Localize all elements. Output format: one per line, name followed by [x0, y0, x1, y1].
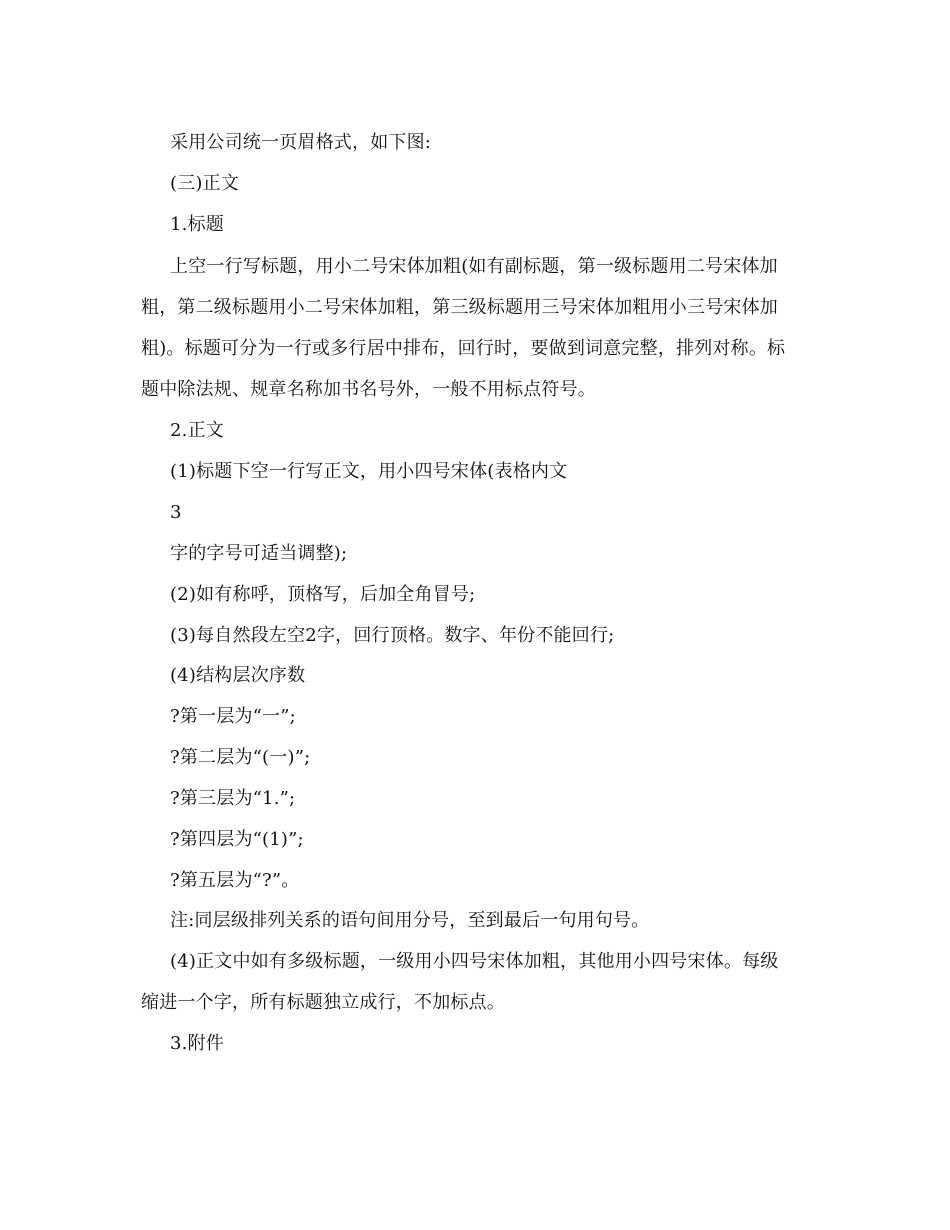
list-item: (2)如有称呼，顶格写，后加全角冒号;: [170, 584, 476, 605]
level-item: ?第四层为“(1)”;: [170, 829, 304, 850]
list-item-continuation: 字的字号可适当调整);: [170, 543, 348, 564]
paragraph-line: 上空一行写标题，用小二号宋体加粗(如有副标题，第一级标题用二号宋体加: [170, 256, 778, 277]
level-item: ?第五层为“?”。: [170, 870, 300, 891]
list-item: (4)结构层次序数: [170, 665, 306, 686]
list-item-continuation: 缩进一个字，所有标题独立成行，不加标点。: [141, 992, 505, 1013]
level-item: ?第一层为“一”;: [170, 706, 296, 727]
note-line: 注:同层级排列关系的语句间用分号，至到最后一句用句号。: [170, 910, 650, 931]
text-line-header-format: 采用公司统一页眉格式，如下图:: [170, 132, 432, 153]
level-item: ?第三层为“1.”;: [170, 788, 296, 809]
subheading-body: 2.正文: [170, 420, 224, 441]
page-number: 3: [170, 502, 182, 523]
list-item: (1)标题下空一行写正文，用小四号宋体(表格内文: [170, 461, 568, 482]
subheading-attachment: 3.附件: [170, 1033, 224, 1054]
paragraph-line: 粗，第二级标题用小二号宋体加粗，第三级标题用三号宋体加粗用小三号宋体加: [141, 297, 778, 318]
level-item: ?第二层为“(一)”;: [170, 747, 311, 768]
paragraph-line: 题中除法规、规章名称加书名号外，一般不用标点符号。: [141, 379, 596, 400]
section-heading-main-text: (三)正文: [170, 173, 240, 194]
list-item: (4)正文中如有多级标题，一级用小四号宋体加粗，其他用小四号宋体。每级: [170, 951, 779, 972]
list-item: (3)每自然段左空2字，回行顶格。数字、年份不能回行;: [170, 625, 615, 646]
subheading-title: 1.标题: [170, 214, 224, 235]
paragraph-line: 粗)。标题可分为一行或多行居中排布，回行时，要做到词意完整，排列对称。标: [141, 338, 786, 359]
